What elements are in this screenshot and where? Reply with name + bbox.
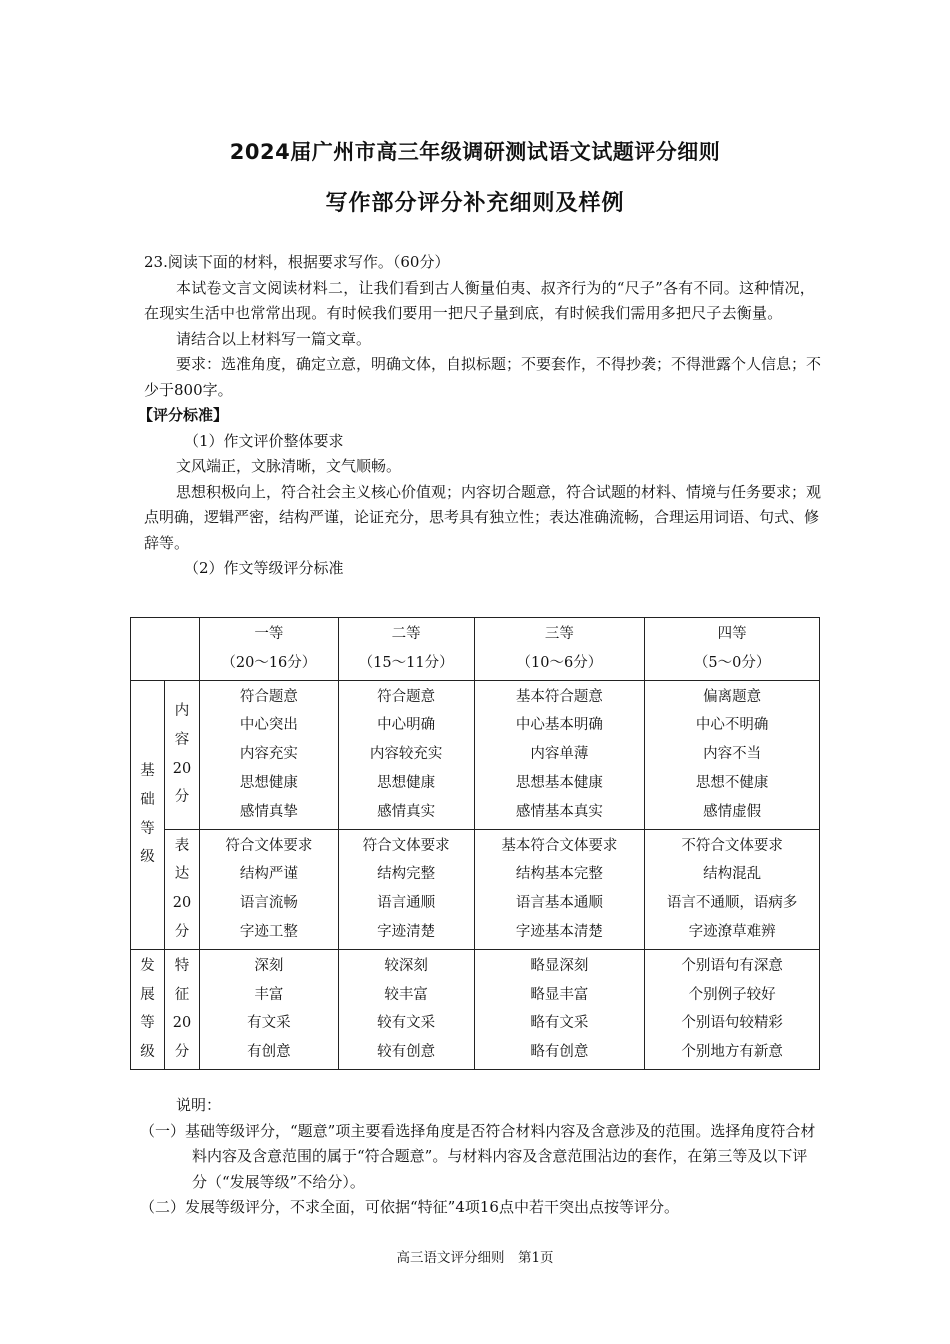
document-subtitle: 写作部分评分补充细则及样例	[325, 191, 625, 216]
page-footer: 高三语文评分细则 第1页	[396, 1250, 554, 1266]
table-cell: 基本符合文体要求 结构基本完整 语言基本通顺 字迹基本清楚	[474, 829, 645, 949]
question-instruction: 请结合以上材料写一篇文章。	[176, 329, 372, 348]
development-level-label: 发 展 等 级	[131, 949, 165, 1069]
table-cell: 符合题意 中心明确 内容较充实 思想健康 感情真实	[338, 680, 474, 829]
grading-table	[130, 617, 820, 1070]
note-1: （一）基础等级评分，“题意”项主要看选择角度是否符合材料内容及含意涉及的范围。选择角度符合材料内容及含意范围的属于“符合题意”。与材料内容及含意范围沾边的套作，在第三等及以下评分（“发展等级”不给分）。	[140, 1121, 816, 1191]
table-cell: 基本符合题意 中心基本明确 内容单薄 思想基本健康 感情基本真实	[474, 680, 645, 829]
table-corner-cell	[131, 618, 200, 681]
notes-section	[140, 1093, 820, 1221]
criteria-item2-title: （2）作文等级评分标准	[184, 559, 344, 577]
table-cell: 符合题意 中心突出 内容充实 思想健康 感情真挚	[199, 680, 338, 829]
question-prompt: 23.阅读下面的材料，根据要求写作。（60分）	[144, 253, 450, 271]
table-cell: 符合文体要求 结构完整 语言通顺 字迹清楚	[338, 829, 474, 949]
grade-header: 二等 （15～11分）	[338, 618, 474, 681]
note-2: （二）发展等级评分，不求全面，可依据“特征”4项16点中若干突出点按等评分。	[140, 1198, 679, 1216]
question-requirements: 要求：选准角度，确定立意，明确文体，自拟标题；不要套作，不得抄袭；不得泄露个人信息；不少于800字。	[144, 355, 822, 399]
grade-header: 三等 （10～6分）	[474, 618, 645, 681]
table-cell: 较深刻 较丰富 较有文采 较有创意	[338, 949, 474, 1069]
table-row-content	[131, 680, 820, 829]
criteria-item1-line2: 思想积极向上，符合社会主义核心价值观；内容切合题意，符合试题的材料、情境与任务要求；观点明确，逻辑严密，结构严谨，论证充分，思考具有独立性；表达准确流畅，合理运用词语、句式、修辞等。	[144, 482, 822, 552]
table-cell: 深刻 丰富 有文采 有创意	[199, 949, 338, 1069]
content-label: 内 容 20 分	[164, 680, 199, 829]
question-section	[138, 250, 824, 582]
basic-level-label: 基 础 等 级	[131, 680, 165, 949]
feature-label: 特 征 20 分	[164, 949, 199, 1069]
criteria-item1-title: （1）作文评价整体要求	[184, 431, 344, 450]
table-cell: 符合文体要求 结构严谨 语言流畅 字迹工整	[199, 829, 338, 949]
table-cell: 个别语句有深意 个别例子较好 个别语句较精彩 个别地方有新意	[645, 949, 820, 1069]
criteria-item1-line1: 文风端正，文脉清晰，文气顺畅。	[176, 457, 402, 475]
table-cell: 略显深刻 略显丰富 略有文采 略有创意	[474, 949, 645, 1069]
table-header-row	[131, 618, 820, 681]
table-row-features	[131, 949, 820, 1069]
table-cell: 偏离题意 中心不明确 内容不当 思想不健康 感情虚假	[645, 680, 820, 829]
table-row-expression	[131, 829, 820, 949]
notes-heading: 说明：	[176, 1096, 222, 1114]
question-material: 本试卷文言文阅读材料二，让我们看到古人衡量伯夷、叔齐行为的“尺子”各有不同。这种情况，在现实生活中也常常出现。有时候我们要用一把尺子量到底，有时候我们需用多把尺子去衡量。	[144, 278, 815, 322]
criteria-heading: 【评分标准】	[138, 406, 229, 424]
table-cell: 不符合文体要求 结构混乱 语言不通顺，语病多 字迹潦草难辨	[645, 829, 820, 949]
grade-header: 四等 （5～0分）	[645, 618, 820, 681]
document-title: 2024届广州市高三年级调研测试语文试题评分细则	[229, 140, 721, 164]
grade-header: 一等 （20～16分）	[199, 618, 338, 681]
expression-label: 表 达 20 分	[164, 829, 199, 949]
